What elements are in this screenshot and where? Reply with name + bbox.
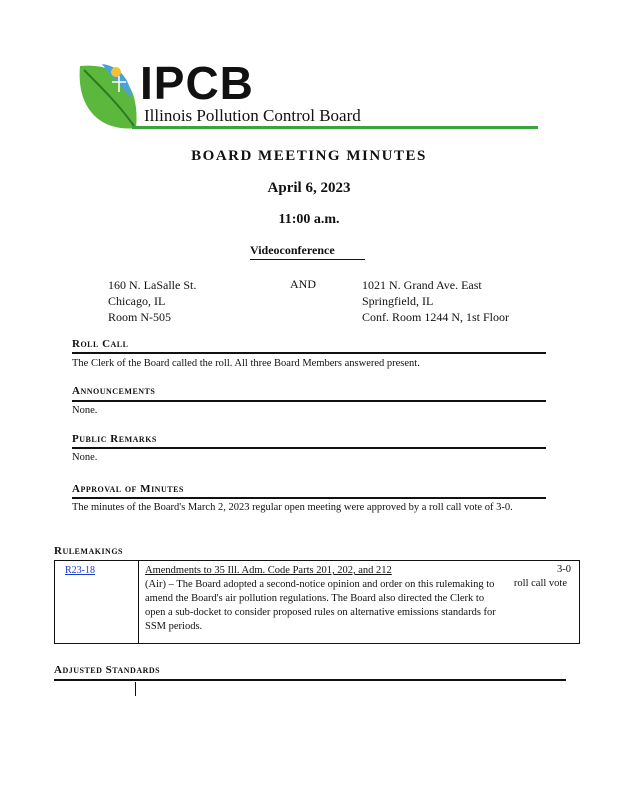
section-rule bbox=[54, 679, 566, 681]
announcements-text: None. bbox=[72, 405, 98, 416]
table-column-divider bbox=[138, 561, 139, 643]
leaf-logo-icon bbox=[72, 58, 142, 136]
roll-call-text: The Clerk of the Board called the roll. All three Board Members answered present. bbox=[72, 358, 420, 369]
address-line: Springfield, IL bbox=[362, 294, 434, 308]
rulemaking-vote: 3-0 bbox=[557, 564, 571, 575]
address-line: 160 N. LaSalle St. bbox=[108, 278, 197, 292]
section-heading-rulemakings: Rulemakings bbox=[54, 545, 124, 557]
meeting-venue: Videoconference bbox=[250, 243, 365, 260]
section-heading-roll-call: Roll Call bbox=[72, 338, 129, 350]
address-line: Chicago, IL bbox=[108, 294, 166, 308]
rulemakings-table bbox=[54, 560, 580, 644]
rulemaking-entry bbox=[145, 564, 569, 634]
address-line: Conf. Room 1244 N, 1st Floor bbox=[362, 310, 510, 324]
address-line: Room N-505 bbox=[108, 310, 171, 324]
section-rule bbox=[72, 447, 546, 449]
address-line: 1021 N. Grand Ave. East bbox=[362, 278, 482, 292]
rulemaking-description: (Air) – The Board adopted a second-notice opinion and order on this rulemaking to amend the Board's air pollution regulations. The Board also directed the Clerk to open a sub-docket to consider proposed rules on alternative emissions standards for SSM periods. bbox=[145, 579, 496, 632]
section-heading-adjusted-standards: Adjusted Standards bbox=[54, 664, 161, 676]
address-chicago bbox=[108, 277, 196, 325]
ipcb-logo bbox=[72, 58, 542, 138]
meeting-date: April 6, 2023 bbox=[267, 180, 351, 196]
logo-full-name: Illinois Pollution Control Board bbox=[144, 106, 361, 125]
header-green-rule bbox=[132, 126, 538, 129]
address-connector: AND bbox=[290, 277, 316, 291]
rulemaking-title: Amendments to 35 Ill. Adm. Code Parts 201, 202, and 212 bbox=[145, 565, 392, 576]
section-heading-approval-of-minutes: Approval of Minutes bbox=[72, 483, 184, 495]
approval-text: The minutes of the Board's March 2, 2023 regular open meeting were approved by a roll call vote of 3-0. bbox=[72, 502, 513, 513]
logo-abbreviation: IPCB bbox=[140, 57, 254, 109]
section-heading-announcements: Announcements bbox=[72, 385, 156, 397]
meeting-time: 11:00 a.m. bbox=[278, 212, 340, 227]
section-heading-public-remarks: Public Remarks bbox=[72, 433, 157, 445]
document-title: BOARD MEETING MINUTES bbox=[191, 148, 427, 164]
public-remarks-text: None. bbox=[72, 452, 98, 463]
section-rule bbox=[72, 497, 546, 499]
address-springfield bbox=[362, 277, 509, 325]
section-rule bbox=[72, 352, 546, 354]
table-column-divider bbox=[135, 682, 136, 696]
rulemaking-vote-type: roll call vote bbox=[513, 578, 567, 589]
section-rule bbox=[72, 400, 546, 402]
docket-link-r23-18[interactable]: R23-18 bbox=[65, 565, 95, 576]
